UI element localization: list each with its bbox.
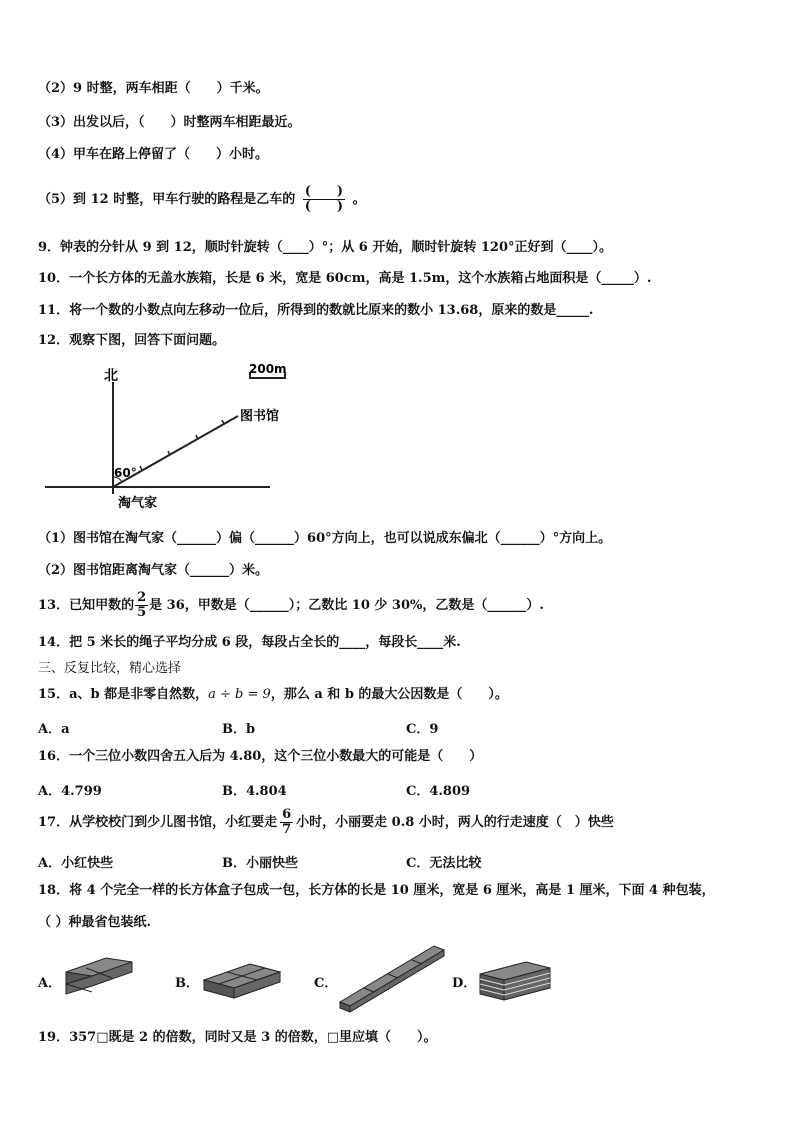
question-18-line2: （ ）种最省包装纸. [38, 915, 152, 930]
direction-map-diagram [40, 362, 300, 512]
question-13 [38, 588, 544, 624]
q8-part5-end: 。 [352, 192, 366, 207]
question-15 [38, 686, 508, 704]
question-9: 9．钟表的分针从 9 到 12，顺时针旋转（____）°；从 6 开始，顺时针旋转 120°正好到（____）。 [38, 240, 613, 255]
scale-label: 200m [249, 362, 287, 376]
q18-option-d-box-image [478, 958, 552, 1004]
distance-ticks [140, 420, 224, 470]
q17-pre: 17．从学校校门到少儿图书馆，小红要走 [38, 815, 278, 830]
question-18-line1: 18．将 4 个完全一样的长方体盒子包成一包，长方体的长是 10 厘米，宽是 6 厘米，高是 1 厘米，下面 4 种包装， [38, 883, 715, 898]
question-14: 14．把 5 米长的绳子平均分成 6 段，每段占全长的____，每段长____米. [38, 635, 461, 650]
angle-label: 60° [114, 466, 137, 480]
section-3-heading: 三、反复比较，精心选择 [38, 661, 182, 676]
q18-option-a-box-image [62, 954, 134, 1004]
q17-option-c[interactable]: C．无法比较 [406, 856, 482, 871]
question-17 [38, 805, 614, 841]
fraction-numerator: 6 [282, 807, 292, 822]
q15-pre: 15．a、b 都是非零自然数， [38, 687, 209, 702]
fraction-numerator: 2 [137, 590, 147, 605]
q8-part2: （2）9 时整，两车相距（ ）千米。 [38, 81, 269, 96]
q18-option-b-box-image [200, 954, 284, 1004]
q17-option-b[interactable]: B．小丽快些 [222, 856, 298, 871]
q13-pre: 13．已知甲数的 [38, 598, 135, 613]
q18-option-c-label[interactable]: C． [314, 976, 338, 991]
q8-part4: （4）甲车在路上停留了（ ）小时。 [38, 147, 269, 162]
q15-option-c[interactable]: C．9 [406, 722, 439, 737]
fraction-denominator: 7 [282, 822, 292, 837]
q17-option-a[interactable]: A．小红快些 [38, 856, 114, 871]
fraction-denominator: ( ) [304, 199, 344, 214]
q18-option-a-label[interactable]: A． [38, 976, 62, 991]
question-19: 19．357□既是 2 的倍数，同时又是 3 的倍数，□里应填（ ）。 [38, 1030, 437, 1045]
q15-option-b[interactable]: B．b [222, 722, 256, 737]
q16-option-c[interactable]: C．4.809 [406, 784, 471, 799]
q8-part5-fraction [303, 185, 345, 214]
q17-post: 小时，小丽要走 0.8 小时，两人的行走速度（ ）快些 [296, 815, 614, 830]
q8-part5 [38, 182, 366, 218]
q8-part5-text: （5）到 12 时整，甲车行驶的路程是乙车的 [38, 192, 296, 207]
q18-option-d-label[interactable]: D． [452, 976, 477, 991]
q16-option-b[interactable]: B．4.804 [222, 784, 287, 799]
question-10: 10．一个长方体的无盖水族箱，长是 6 米，宽是 60cm，高是 1.5m，这个水族箱占地面积是（_____）. [38, 271, 652, 286]
q15-post: ，那么 a 和 b 的最大公因数是（ ）。 [270, 687, 508, 702]
q15-option-a[interactable]: A．a [38, 722, 70, 737]
q18-option-b-label[interactable]: B． [175, 976, 199, 991]
q18-option-c-box-image [338, 942, 448, 1014]
q15-formula: a ÷ b = 9 [208, 687, 271, 702]
question-12-part2: （2）图书馆距离淘气家（______）米。 [38, 563, 269, 578]
north-label: 北 [104, 368, 118, 384]
fraction-numerator: ( ) [304, 184, 344, 199]
q16-option-a[interactable]: A．4.799 [38, 784, 102, 799]
q17-fraction [280, 808, 293, 837]
question-12-part1: （1）图书馆在淘气家（______）偏（______）60°方向上，也可以说成东偏北（______）°方向上。 [38, 531, 612, 546]
q13-post: 是 36，甲数是（______）；乙数比 10 少 30%，乙数是（______）. [149, 598, 544, 613]
q13-fraction [135, 591, 148, 620]
question-12-stem: 12．观察下图，回答下面问题。 [38, 333, 226, 348]
question-16: 16．一个三位小数四舍五入后为 4.80，这个三位小数最大的可能是（ ） [38, 749, 483, 764]
library-label: 图书馆 [240, 409, 280, 424]
home-label: 淘气家 [118, 496, 158, 511]
fraction-denominator: 5 [137, 605, 147, 620]
question-11: 11．将一个数的小数点向左移动一位后，所得到的数就比原来的数小 13.68，原来的数是_____. [38, 303, 594, 318]
q8-part3: （3）出发以后，（ ）时整两车相距最近。 [38, 115, 301, 130]
